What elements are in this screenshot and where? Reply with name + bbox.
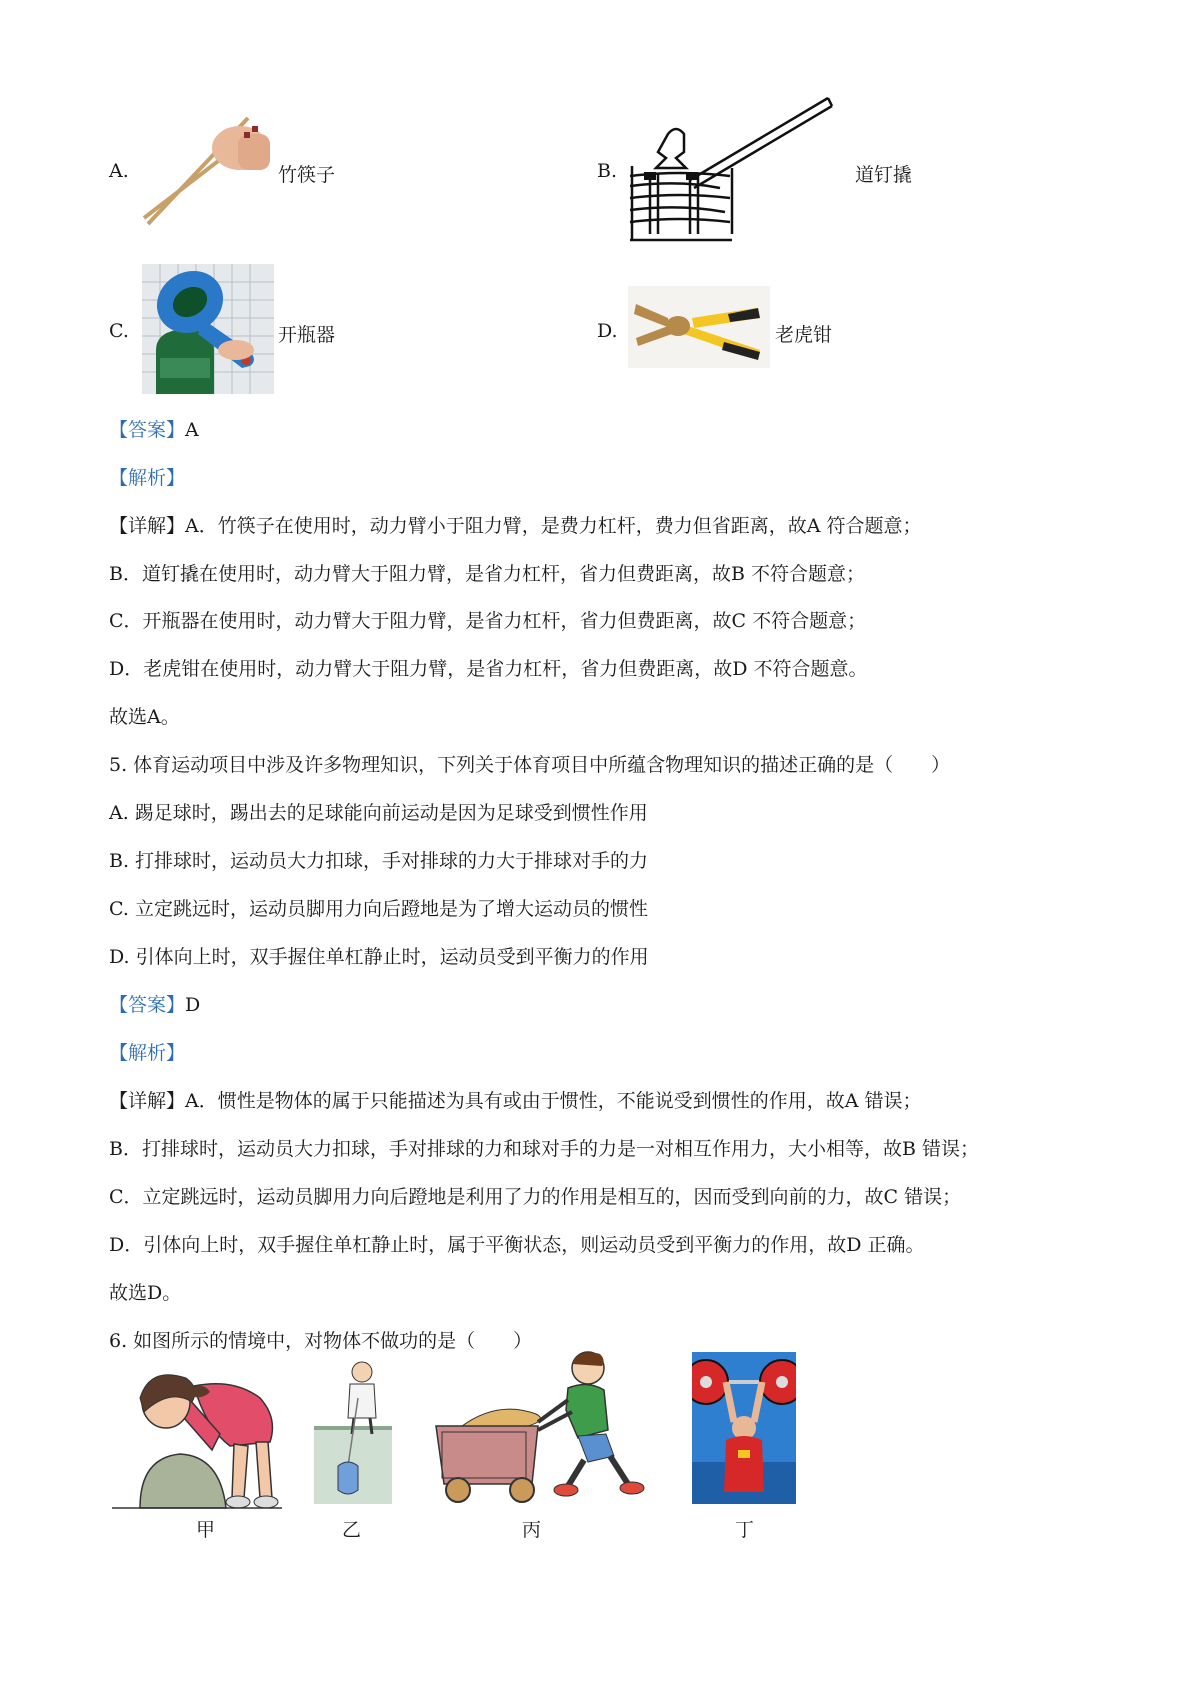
option-b-letter: B. (597, 160, 618, 182)
option-a-letter: A. (109, 160, 129, 182)
question-stem: 6. 如图所示的情境中，对物体不做功的是（ ） (109, 1330, 533, 1352)
conclusion: 故选D。 (109, 1282, 182, 1304)
detail-text: D．老虎钳在使用时，动力臂大于阻力臂，是省力杠杆，省力但费距离，故D 不符合题意。 (109, 658, 868, 680)
answer-value: D (185, 994, 201, 1016)
figure-caption: 丁 (735, 1519, 755, 1541)
boy-pushing-cart-image (428, 1350, 656, 1506)
option-c-letter: C. (109, 320, 129, 342)
old-man-bucket-image (314, 1358, 392, 1504)
detail-tag: 【详解】 (109, 1090, 186, 1112)
answer-tag: 【答案】 (109, 419, 186, 441)
weightlifter-image (692, 1352, 796, 1504)
analysis-tag: 【解析】 (109, 467, 186, 489)
detail-text: D．引体向上时，双手握住单杠静止时，属于平衡状态，则运动员受到平衡力的作用，故D 正确。 (109, 1234, 925, 1256)
option-text: D. 引体向上时，双手握住单杠静止时，运动员受到平衡力的作用 (109, 946, 649, 968)
figure-caption: 乙 (342, 1519, 362, 1541)
option-text: A. 踢足球时，踢出去的足球能向前运动是因为足球受到惯性作用 (109, 802, 648, 824)
q4-answer-line (109, 418, 199, 442)
option-d-letter: D. (597, 320, 618, 342)
q5-answer-line (109, 993, 200, 1017)
option-text: B. 打排球时，运动员大力扣球，手对排球的力大于排球对手的力 (109, 850, 649, 872)
option-b-name: 道钉撬 (855, 164, 913, 186)
detail-text: B．道钉撬在使用时，动力臂大于阻力臂，是省力杠杆，省力但费距离，故B 不符合题意； (109, 563, 865, 585)
figure-caption: 甲 (196, 1519, 216, 1541)
answer-tag: 【答案】 (109, 994, 186, 1016)
option-d-name: 老虎钳 (775, 324, 833, 346)
crowbar-image (628, 94, 838, 244)
option-c-name: 开瓶器 (278, 324, 336, 346)
figure-caption: 丙 (522, 1519, 542, 1541)
girl-lifting-rock-image (110, 1358, 286, 1514)
detail-tag: 【详解】 (109, 515, 186, 537)
detail-text: B．打排球时，运动员大力扣球，手对排球的力和球对手的力是一对相互作用力，大小相等，故B 错误； (109, 1138, 979, 1160)
option-a-name: 竹筷子 (278, 164, 336, 186)
q4-detail-line (109, 514, 922, 538)
detail-text: A．惯性是物体的属于只能描述为具有或由于惯性，不能说受到惯性的作用，故A 错误； (185, 1090, 922, 1112)
q5-detail-line (109, 1089, 922, 1113)
answer-value: A (185, 419, 199, 441)
option-text: C. 立定跳远时，运动员脚用力向后蹬地是为了增大运动员的惯性 (109, 898, 648, 920)
bottle-opener-image (142, 264, 274, 394)
question-stem: 5. 体育运动项目中涉及许多物理知识，下列关于体育项目中所蕴含物理知识的描述正确的是（ ） (109, 754, 951, 776)
analysis-tag: 【解析】 (109, 1042, 186, 1064)
detail-text: A．竹筷子在使用时，动力臂小于阻力臂，是费力杠杆，费力但省距离，故A 符合题意； (185, 515, 922, 537)
conclusion: 故选A。 (109, 706, 180, 728)
detail-text: C．开瓶器在使用时，动力臂大于阻力臂，是省力杠杆，省力但费距离，故C 不符合题意； (109, 610, 867, 632)
pliers-image (628, 286, 770, 368)
chopsticks-image (140, 106, 270, 230)
detail-text: C．立定跳远时，运动员脚用力向后蹬地是利用了力的作用是相互的，因而受到向前的力，故C 错误； (109, 1186, 962, 1208)
